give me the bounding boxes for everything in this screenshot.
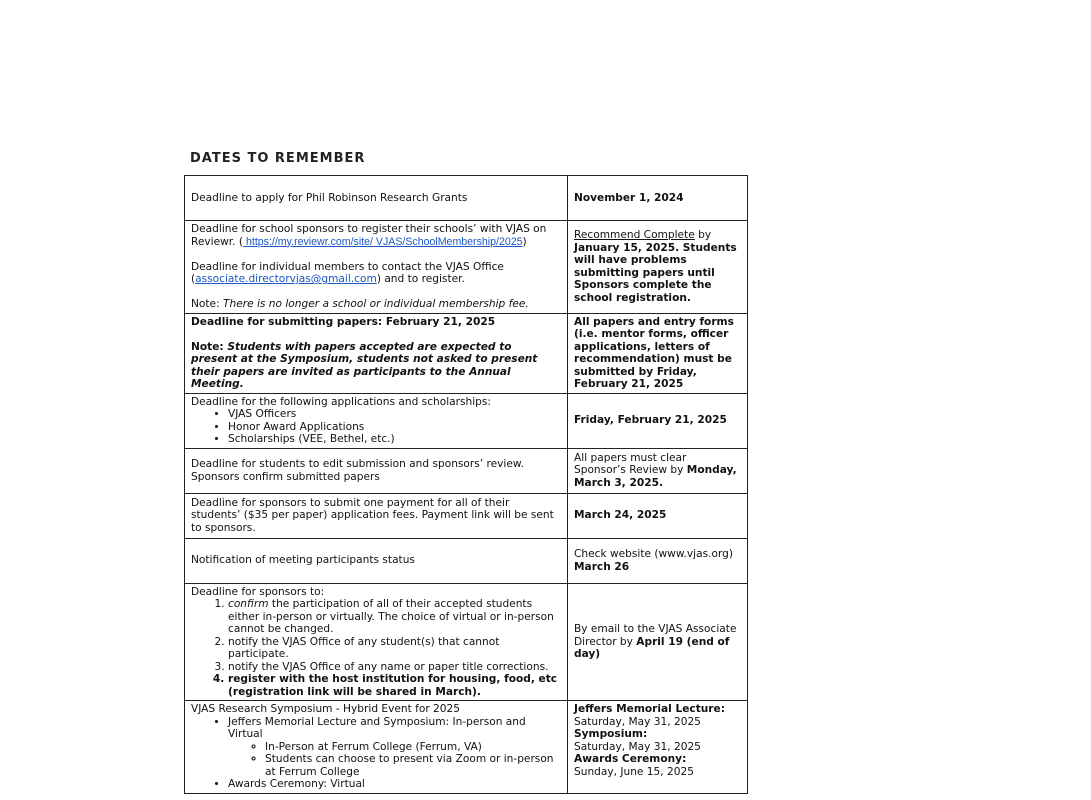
row-deadline: All papers must clear Sponsor’s Review by Monday, March 3, 2025. [568, 448, 748, 493]
cutoff-heading: DATES TO REMEMBER [190, 151, 366, 166]
table-row [185, 493, 748, 538]
table-row [185, 176, 748, 221]
table-row [185, 701, 748, 794]
sponsor-tasks-list [191, 598, 561, 698]
row-deadline: November 1, 2024 [568, 176, 748, 221]
list-item: 1. confirm the participation of all of their accepted students either in-person or virtually. The choice of virtual or in-person cannot be changed. [228, 598, 561, 636]
table-row [185, 538, 748, 583]
list-item: 4. register with the host institution for housing, food, etc (registration link will be shared in March). [228, 673, 561, 698]
row-description: Deadline to apply for Phil Robinson Research Grants [185, 176, 568, 221]
list-item: • Jeffers Memorial Lecture and Symposium: In-person and Virtual ◦ In-Person at Ferrum College (Ferrum, VA) ◦ Students can choose to present via Zoom or in-person at Ferrum College [228, 716, 561, 779]
row-deadline: Jeffers Memorial Lecture: Saturday, May 31, 2025 Symposium: Saturday, May 31, 2025 Awards Ceremony: Sunday, June 15, 2025 [568, 701, 748, 794]
row-description: Deadline for submitting papers: February 21, 2025 Note: Students with papers accepted are expected to present at the Symposium, students not asked to present their papers are invited as participants to the Annual Meeting. [185, 313, 568, 393]
school-registration-text: Deadline for school sponsors to register their schools’ with VJAS on Reviewr. ( https://my.reviewr.com/site/ VJAS/SchoolMembership/2025) [191, 223, 547, 248]
table-row [185, 313, 748, 393]
list-item: ◦ Students can choose to present via Zoom or in-person at Ferrum College [265, 753, 561, 778]
row-description: VJAS Research Symposium - Hybrid Event for 2025 • Jeffers Memorial Lecture and Symposium: In-person and Virtual ◦ In-Person at Ferrum College (Ferrum, VA) ◦ Students can choose to present via Zoom or in-person at Ferrum College • Awards Ceremony: Virtual [185, 701, 568, 794]
list-item: • Scholarships (VEE, Bethel, etc.) [228, 433, 561, 446]
table-row [185, 448, 748, 493]
dates-table [184, 175, 748, 794]
individual-registration-text: Deadline for individual members to contact the VJAS Office (associate.directorvjas@gmail.com) and to register. [191, 260, 504, 285]
row-deadline: By email to the VJAS Associate Director by April 19 (end of day) [568, 583, 748, 701]
row-deadline: Recommend Complete by January 15, 2025. Students will have problems submitting papers until Sponsors complete the school registration. [568, 221, 748, 314]
row-deadline: March 24, 2025 [568, 493, 748, 538]
list-item: 3. notify the VJAS Office of any name or paper title corrections. [228, 661, 561, 674]
membership-fee-note: Note: There is no longer a school or individual membership fee. [191, 298, 529, 310]
school-membership-link[interactable]: https://my.reviewr.com/site/ VJAS/SchoolMembership/2025 [243, 235, 523, 248]
row-deadline: Check website (www.vjas.org) March 26 [568, 538, 748, 583]
table-row [185, 221, 748, 314]
row-description: Deadline for the following applications and scholarships: • VJAS Officers • Honor Award Applications • Scholarships (VEE, Bethel, etc.) [185, 393, 568, 448]
list-item: ◦ In-Person at Ferrum College (Ferrum, VA) [265, 741, 561, 754]
presentation-note: Note: Students with papers accepted are expected to present at the Symposium, students not asked to present their papers are invited as participants to the Annual Meeting. [191, 340, 538, 390]
list-item: 2. notify the VJAS Office of any student(s) that cannot participate. [228, 636, 561, 661]
list-item: • VJAS Officers [228, 408, 561, 421]
row-description: Deadline for students to edit submission and sponsors’ review. Sponsors confirm submitted papers [185, 448, 568, 493]
symposium-list [191, 716, 561, 791]
symposium-sublist [228, 741, 561, 779]
row-description: Deadline for sponsors to submit one payment for all of their students’ ($35 per paper) application fees. Payment link will be sent to sponsors. [185, 493, 568, 538]
table-row [185, 393, 748, 448]
row-description: Notification of meeting participants status [185, 538, 568, 583]
row-deadline: All papers and entry forms (i.e. mentor forms, officer applications, letters of recommendation) must be submitted by Friday, February 21, 2025 [568, 313, 748, 393]
list-item: • Awards Ceremony: Virtual [228, 778, 561, 791]
row-description [185, 221, 568, 314]
row-deadline: Friday, February 21, 2025 [568, 393, 748, 448]
row-description: Deadline for sponsors to: 1. confirm the participation of all of their accepted students either in-person or virtually. The choice of virtual or in-person cannot be changed. 2. notify the VJAS Office of any student(s) that cannot participate. 3. notify the VJAS Office of any name or paper title corrections. 4. register with the host institution for housing, food, etc (registration link will be shared in March). [185, 583, 568, 701]
applications-list [191, 408, 561, 446]
associate-director-email-link[interactable]: associate.directorvjas@gmail.com [195, 273, 377, 285]
table-row [185, 583, 748, 701]
list-item: • Honor Award Applications [228, 421, 561, 434]
